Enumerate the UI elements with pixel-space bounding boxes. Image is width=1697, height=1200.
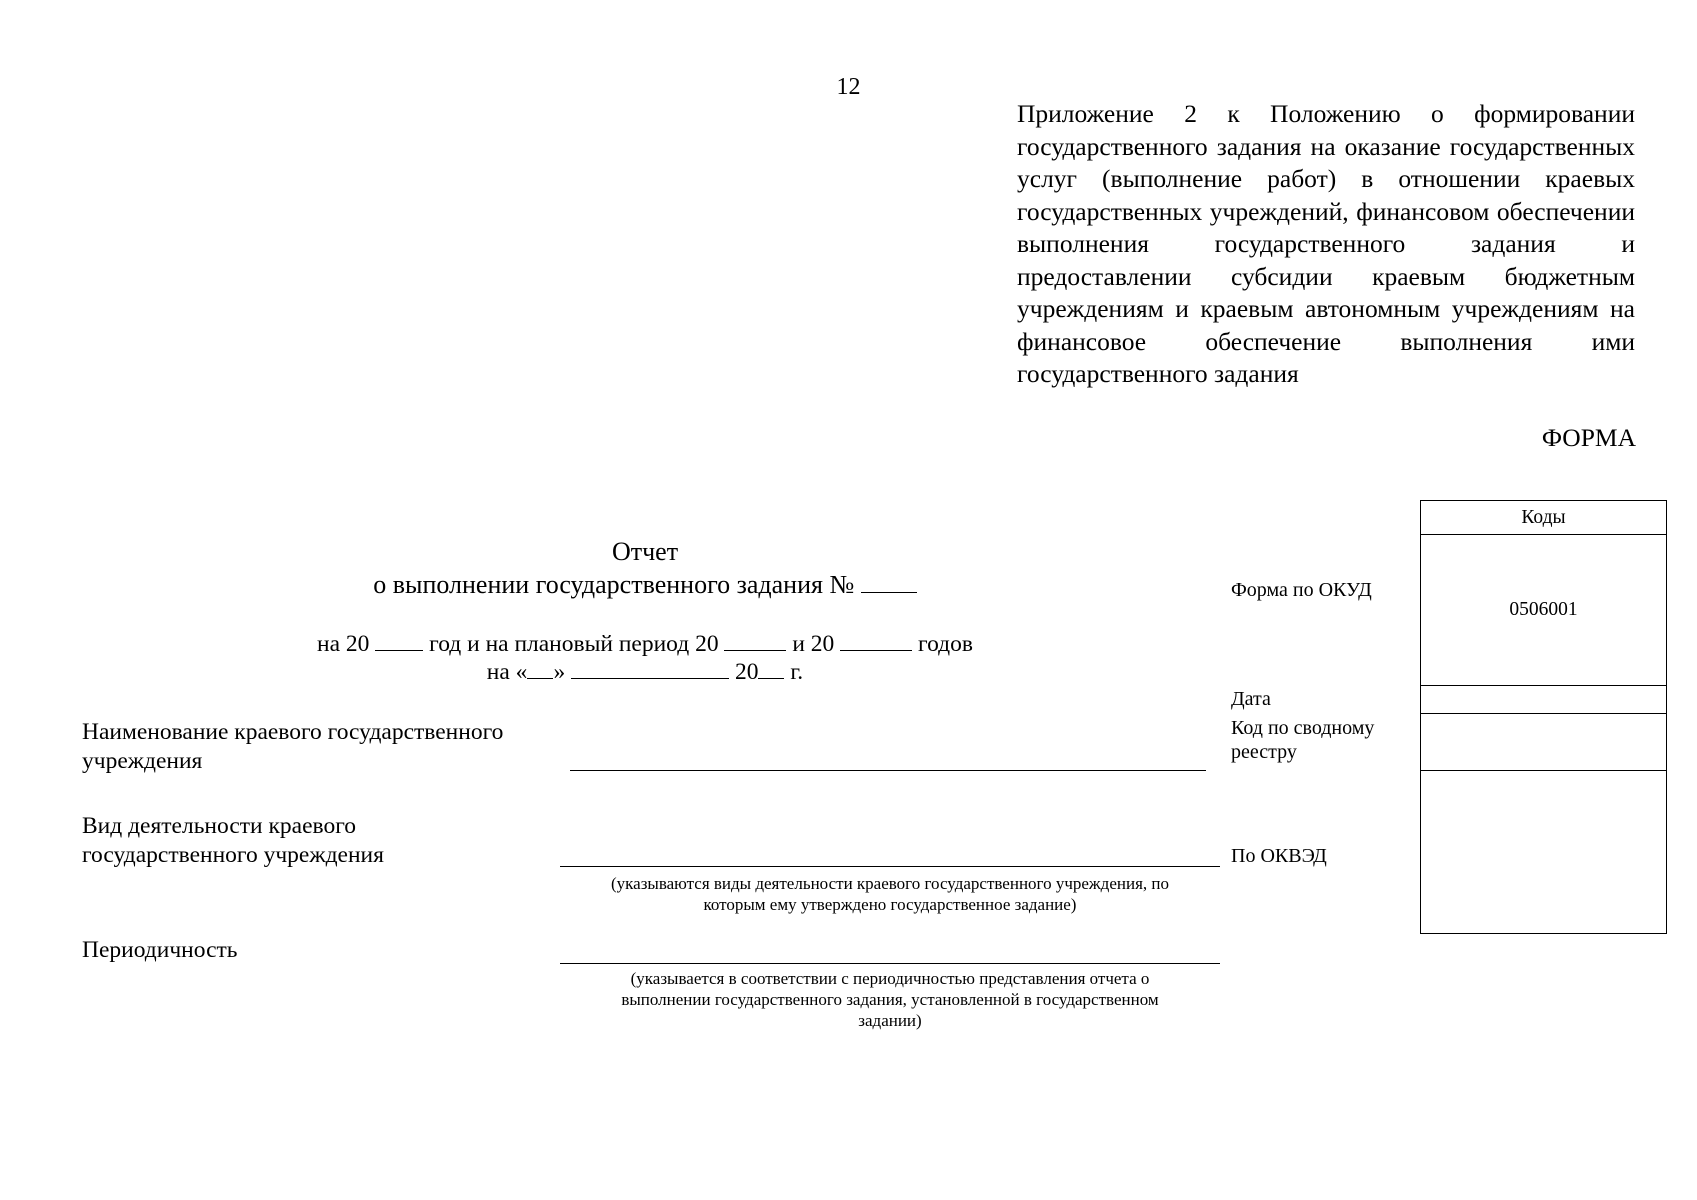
period-text-4: годов [918, 631, 973, 657]
registry-code-cell [1421, 714, 1666, 771]
okud-label: Форма по ОКУД [1231, 579, 1372, 601]
date-code-cell [1421, 686, 1666, 714]
report-date [290, 658, 1000, 686]
periodicity-line [560, 963, 1220, 964]
period-text-2: год и на плановый период 20 [429, 631, 719, 657]
year-suffix-blank [758, 658, 784, 679]
periodicity-label: Периодичность [82, 937, 238, 963]
plan-year-1-blank [724, 630, 786, 651]
page-number: 12 [836, 74, 861, 100]
activity-type-label: Вид деятельности краевого государственного учреждения [82, 813, 384, 868]
period-text-3: и 20 [792, 631, 835, 657]
period-text-1: на 20 [317, 631, 370, 657]
report-period [290, 630, 1000, 658]
registry-label: Код по сводному реестру [1231, 717, 1375, 763]
codes-table [1420, 500, 1667, 934]
date-text-3: 20 [734, 659, 759, 685]
appendix-text: Приложение 2 к Положению о формировании государственного задания на оказание государственных услуг (выполнение работ) в отношении краевых государственных учреждений, финансовом обеспечении выполнения государственного задания и предоставлении субсидии краевым бюджетным учреждениям и краевым автономным учреждениям на финансовое обеспечение выполнения ими государственного задания [1017, 99, 1635, 388]
okved-label: По ОКВЭД [1231, 845, 1327, 867]
codes-header: Коды [1421, 501, 1666, 535]
report-title: Отчет [611, 537, 679, 566]
date-text-2: » [553, 659, 566, 685]
okud-code: 0506001 [1421, 535, 1666, 686]
number-blank [861, 572, 917, 593]
month-blank [571, 658, 729, 679]
periodicity-hint: (указывается в соответствии с периодичностью представления отчета о выполнении государственного задания, установленной в государственном задании) [621, 969, 1159, 1030]
date-text-4: г. [790, 659, 804, 685]
date-label: Дата [1231, 688, 1271, 710]
report-subtitle [300, 570, 990, 600]
date-text-1: на « [486, 659, 528, 685]
activity-type-hint: (указываются виды деятельности краевого государственного учреждения, по которым ему утверждено государственное задание) [610, 874, 1169, 914]
day-blank [527, 658, 553, 679]
activity-type-line [560, 866, 1220, 867]
form-label: ФОРМА [1541, 423, 1636, 452]
okved-code-cell [1421, 771, 1666, 933]
institution-name-line [570, 770, 1206, 771]
institution-name-label: Наименование краевого государственного учреждения [82, 719, 504, 774]
year-blank [375, 630, 423, 651]
subtitle-text: о выполнении государственного задания № [373, 570, 855, 599]
plan-year-2-blank [840, 630, 912, 651]
